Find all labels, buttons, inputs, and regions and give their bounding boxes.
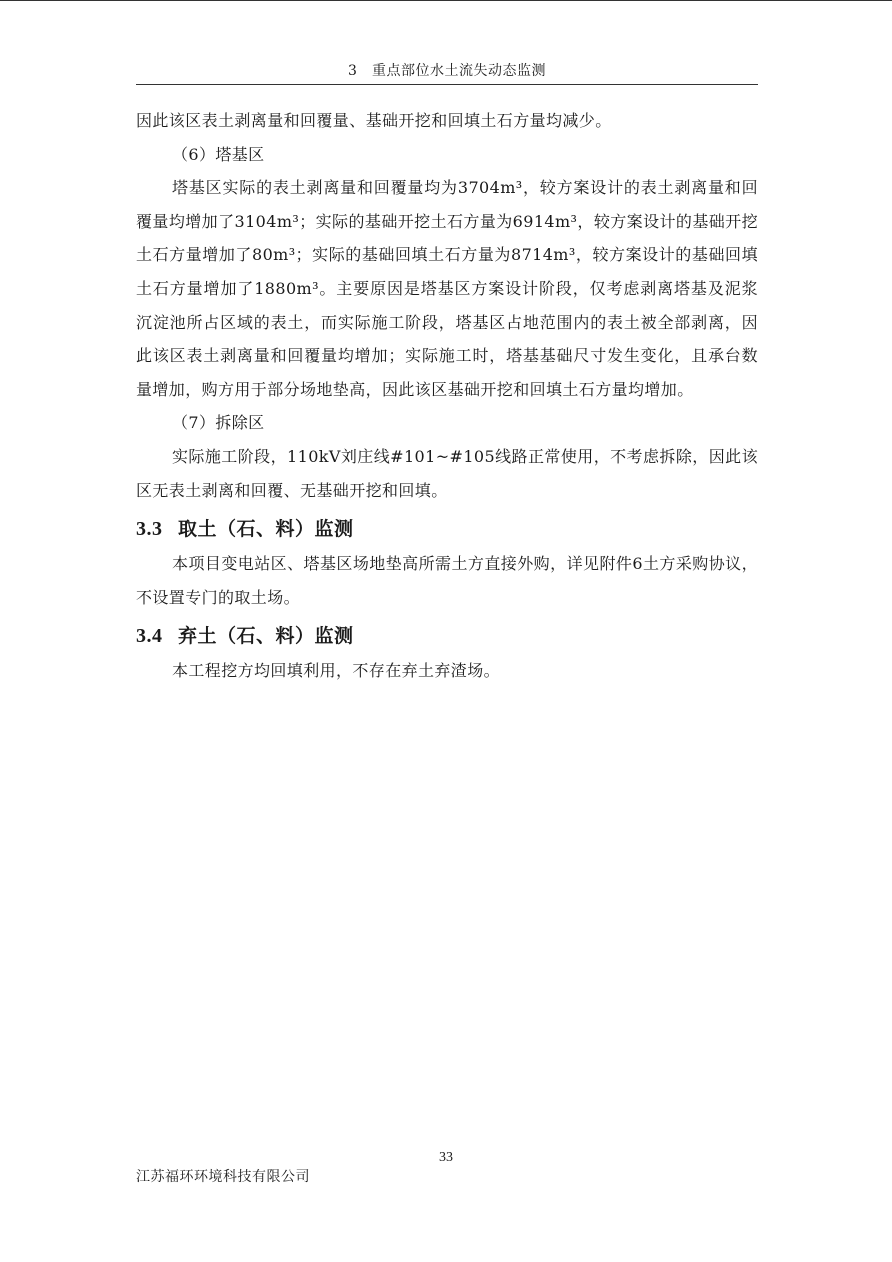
- section-3-3-number: 3.3: [136, 518, 163, 541]
- page-top-border: [0, 0, 892, 1]
- document-body: [136, 104, 758, 688]
- subsection-6-paragraph: 塔基区实际的表土剥离量和回覆量均为3704m³，较方案设计的表土剥离量和回覆量均增加了3104m³；实际的基础开挖土石方量为6914m³，较方案设计的基础开挖土石方量增加了80m³；实际的基础回填土石方量为8714m³，较方案设计的基础回填土石方量增加了1880m³。主要原因是塔基区方案设计阶段，仅考虑剥离塔基及泥浆沉淀池所占区域的表土，而实际施工阶段，塔基区占地范围内的表土被全部剥离，因此该区表土剥离量和回覆量均增加；实际施工时，塔基基础尺寸发生变化，且承台数量增加，购方用于部分场地垫高，因此该区基础开挖和回填土石方量均增加。: [136, 178, 758, 399]
- subsection-7-title: （7）拆除区: [172, 413, 265, 433]
- section-3-4-number: 3.4: [136, 625, 163, 648]
- running-header: 3 重点部位水土流失动态监测: [136, 58, 758, 85]
- section-3-4-heading: [136, 620, 758, 652]
- subsection-6-title: （6）塔基区: [172, 144, 265, 164]
- footer-company-name: 江苏福环环境科技有限公司: [136, 1169, 310, 1185]
- section-3-4-paragraph: 本工程挖方均回填利用，不存在弃土弃渣场。: [172, 661, 501, 681]
- section-3-3-title: 取土（石、料）监测: [178, 518, 354, 541]
- continued-paragraph: 因此该区表土剥离量和回覆量、基础开挖和回填土石方量均减少。: [136, 111, 612, 130]
- section-3-3-paragraph: 本项目变电站区、塔基区场地垫高所需土方直接外购，详见附件6土方采购协议，不设置专门的取土场。: [136, 554, 758, 607]
- section-3-4-title: 弃土（石、料）监测: [178, 625, 354, 648]
- page-number: 33: [439, 1150, 453, 1165]
- section-3-3-heading: [136, 513, 758, 545]
- subsection-7-paragraph: 实际施工阶段，110kV刘庄线#101~#105线路正常使用，不考虑拆除，因此该区无表土剥离和回覆、无基础开挖和回填。: [136, 446, 758, 500]
